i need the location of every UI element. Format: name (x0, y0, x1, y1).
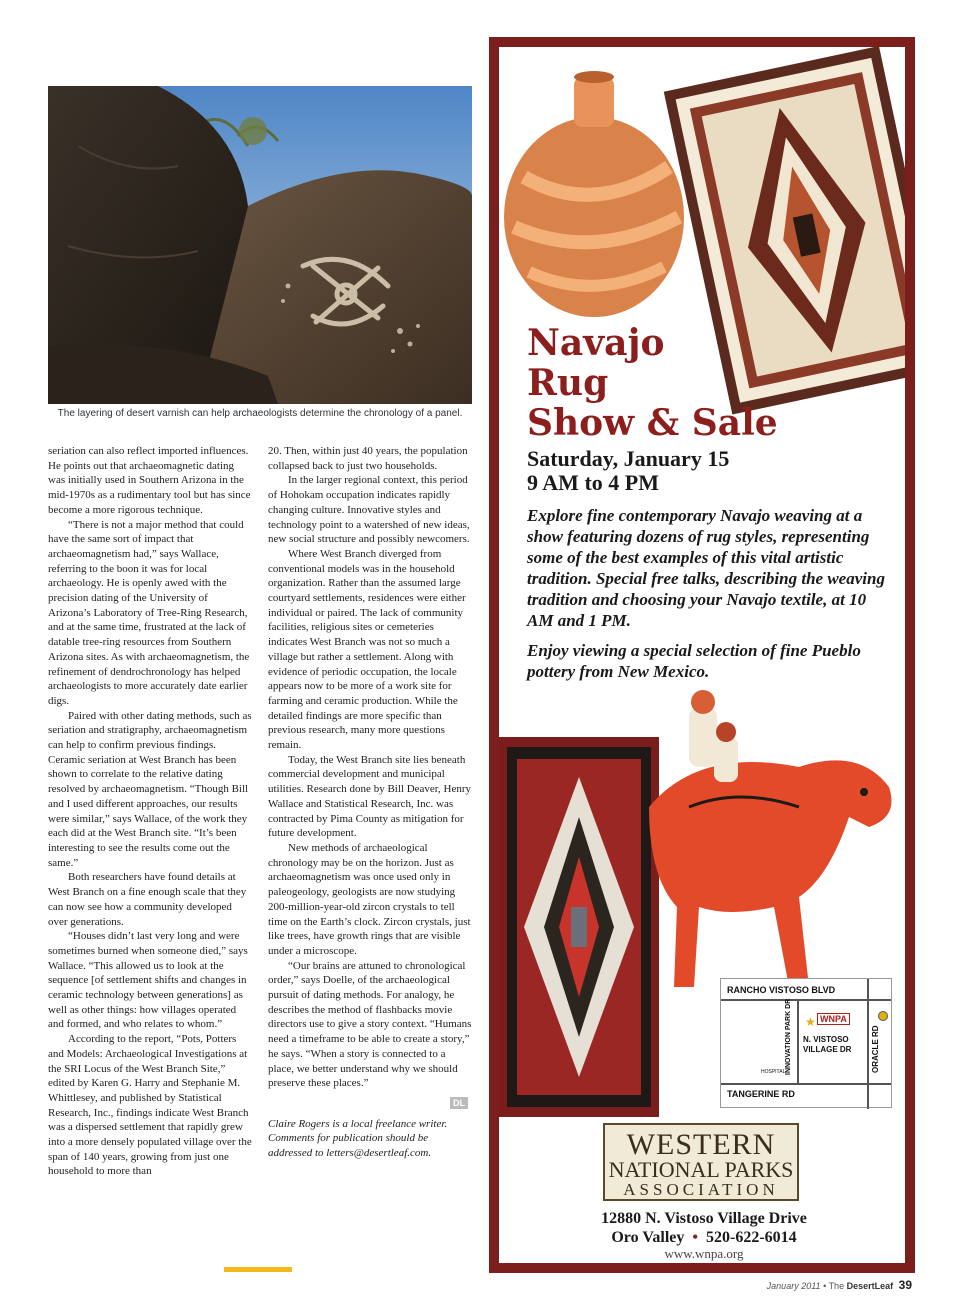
footer-issue: January 2011 (766, 1281, 821, 1291)
end-mark: DL (450, 1097, 468, 1109)
petroglyph-photo (48, 86, 472, 404)
ad-url[interactable]: www.wnpa.org (664, 1246, 744, 1261)
footer-brand: DesertLeaf (846, 1281, 894, 1291)
paragraph: Paired with other dating methods, such as seriation and stratigraphy, archaeomagnetism can help to confirm previous findings. Ceramic seriation at West Branch has been shown to correlate to the relative dating resolved by archaeomagnetism. “Though Bill and I used different approaches, our results were similar,” says Wallace, of the work they each did at the West Branch site. “It’s been interesting to see the results come out the same.” (48, 709, 252, 869)
paragraph: Where West Branch diverged from conventional models was in the household organization. Rather than the assumed large courtyard settlements, residences were either individual or paired. The lack of community facilities, religious sites or cemeteries indicates West Branch was not so much a village but rather a settlement. Along with evidence of periodic occupation, the locale appears now to be more of a work site for farming and ceramic production. While the detailed findings are more specific than previous research, many more questions remain. (268, 547, 466, 752)
ad-description (527, 505, 887, 691)
paragraph: New methods of archaeological chronology may be on the horizon. Just as archaeomagnetism was once used only in paleogeology, geologists are now studying 200-million-year-old zircon crystals to tell time on the Earth’s clock. Zircon crystals, just like trees, have growth rings that are visible under a microscope. (268, 841, 471, 957)
article-column-2 (268, 444, 472, 1161)
map-wnpa-marker: WNPA (817, 1013, 850, 1025)
ad-description-1: Explore fine contemporary Navajo weaving at a show featuring dozens of rug styles, representing some of the best examples of this vital artistic tradition. Special free talks, describing the weaving tradition and choosing your Navajo textile, at 10 AM and 1 PM. (527, 506, 885, 630)
page-number: 39 (898, 1278, 912, 1292)
pottery-horse-image (649, 690, 892, 987)
paragraph: “Our brains are attuned to chronological order,” says Doelle, of the archaeological pursuit of dating methods. For analogy, he describes the method of flashbacks movie directors use to give a story context. “Humans need a timeframe to be able to create a story,” he says. “When a story is connected to a place, we better understand why we should preserve these places.” (268, 959, 472, 1090)
footer-the: The (828, 1281, 845, 1291)
paragraph: “There is not a major method that could have the same sort of impact that archaeomagnetism had,” says Wallace, referring to the boon it was for local archaeology. He is openly awed with the precision dating of the University of Arizona’s Laboratory of Tree-Ring Research, and at the same time, frustrated at the lack of datable tree-ring resources from Southern Arizona sites. As with archaeomagnetism, the refinement of dendrochronology has helped archaeologists to more accurately date earlier digs. (48, 518, 250, 707)
ad-address-block (579, 1209, 829, 1261)
ad-title (527, 323, 778, 443)
ad-city: Oro Valley (611, 1229, 685, 1246)
ad-address: 12880 N. Vistoso Village Drive (601, 1210, 807, 1227)
map-star-icon: ★ (805, 1015, 816, 1029)
author-bio: Claire Rogers is a local freelance writer. Comments for publication should be addressed to letters@desertleaf.com. (268, 1117, 448, 1160)
ad-title-line: Show & Sale (527, 402, 778, 444)
paragraph: According to the report, “Pots, Potters and Models: Archaeological Investigations at the SRI Locus of the West Branch Site,” edited by Karen G. Harry and Stephanie M. Whittlesey, and published by Statistical Research, Inc., findings indicate West Branch was a dispersed settlement that rapidly grew into a more densely populated village over the span of 140 years, growing from just one household to more than (48, 1033, 252, 1178)
wnpa-logo (603, 1123, 799, 1201)
ad-event-time (527, 447, 905, 495)
pueblo-pot-image (504, 71, 684, 317)
logo-line: NATIONAL PARKS (608, 1157, 794, 1182)
paragraph: 20. Then, within just 40 years, the population collapsed back to just two households. (268, 445, 468, 472)
photo-caption: The layering of desert varnish can help archaeologists determine the chronology of a panel. (57, 408, 463, 419)
ad-panel (499, 47, 905, 1263)
logo-line: WESTERN (626, 1128, 776, 1161)
rug-bottom-image (499, 737, 659, 1117)
ad-city-phone: Oro Valley • 520-622-6014 (611, 1229, 797, 1246)
map-road-vistoso-village: N. VISTOSO VILLAGE DR (803, 1035, 852, 1054)
map-road-innovation-park: INNOVATION PARK DR (785, 998, 792, 1075)
logo-line: ASSOCIATION (623, 1180, 779, 1199)
ad-title-line: Rug (527, 362, 609, 404)
ad-title-line: Navajo (527, 322, 665, 364)
map-road-oracle: ORACLE RD (871, 1025, 880, 1073)
map-location-dot-icon (878, 1011, 888, 1021)
article-column-1 (48, 444, 252, 1179)
ad-description-2: Enjoy viewing a special selection of fine Pueblo pottery from New Mexico. (527, 641, 861, 681)
ad-phone: 520-622-6014 (706, 1229, 797, 1246)
page-footer: January 2011 • The DesertLeaf 39 (766, 1278, 912, 1292)
paragraph: In the larger regional context, this period of Hohokam occupation indicates rapidly changing culture. Innovative styles and technology point to a watershed of new ideas, new social structure and possibly newcomers. (268, 474, 470, 546)
paragraph: seriation can also reflect imported influences. He points out that archaeomagnetic dating was initially used in Southern Arizona in the mid-1970s as a rudimentary tool but has since become a more rigorous technique. (48, 445, 251, 516)
ad-date: Saturday, January 15 (527, 446, 730, 471)
ad-hours: 9 AM to 4 PM (527, 470, 659, 495)
paragraph: Both researchers have found details at West Branch on a fine enough scale that they can now see how a community developed over generations. (48, 871, 247, 928)
map-road-tangerine: TANGERINE RD (727, 1089, 795, 1099)
map-hospital: HOSPITAL (761, 1069, 786, 1075)
paragraph: Today, the West Branch site lies beneath commercial development and municipal utilities. Research done by Bill Deaver, Henry Wallace and Statistical Research, Inc. was contracted by Pima County as mitigation for future development. (268, 753, 472, 840)
navajo-rug-ad (489, 37, 915, 1273)
location-map (720, 978, 892, 1108)
accent-bar (224, 1267, 292, 1272)
paragraph: “Houses didn’t last very long and were sometimes burned when someone died,” says Wallace. “This allowed us to look at the sequence [of settlement shifts and changes in ceramic technology between generations] as well as other things: how villages operated and formed, and who relates to whom.” (48, 930, 248, 1031)
map-road-rancho-vistoso: RANCHO VISTOSO BLVD (727, 985, 836, 995)
